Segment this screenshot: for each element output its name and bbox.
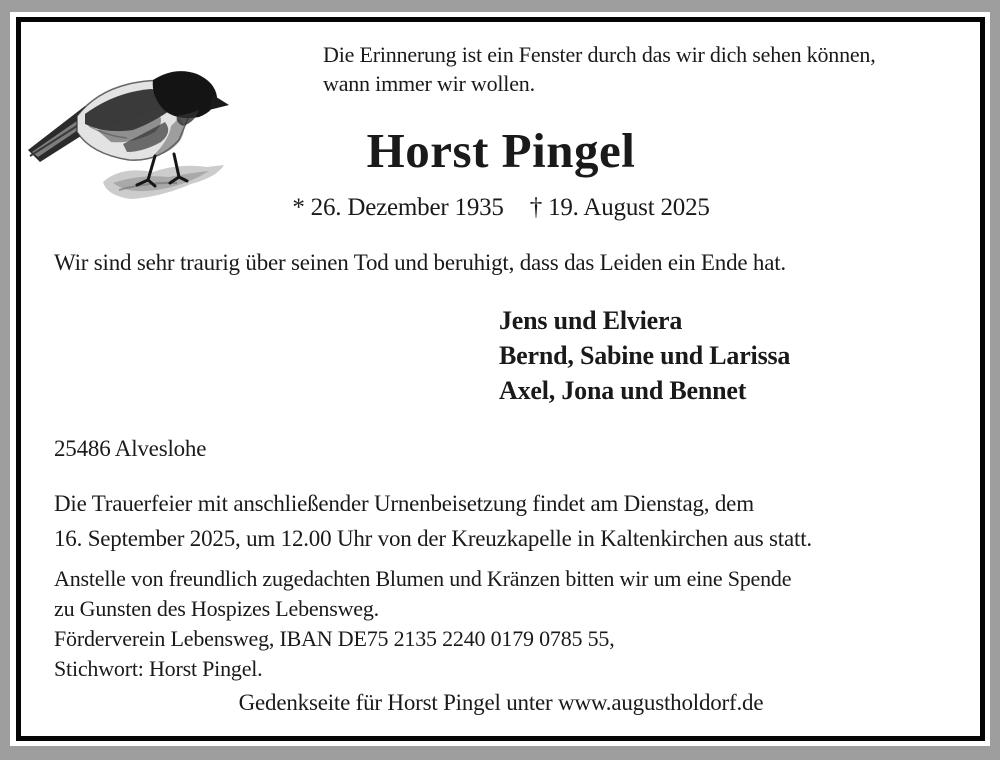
service-info xyxy=(54,486,812,556)
donation-line-2: zu Gunsten des Hospizes Lebensweg. xyxy=(54,596,379,621)
family-line-1: Jens und Elviera xyxy=(499,306,683,335)
epigraph-line-2: wann immer wir wollen. xyxy=(323,71,535,96)
donation-line-1: Anstelle von freundlich zugedachten Blumen und Kränzen bitten wir um eine Spende xyxy=(54,566,792,591)
donation-line-4: Stichwort: Horst Pingel. xyxy=(54,656,263,681)
family-names xyxy=(499,303,790,408)
family-line-3: Axel, Jona und Bennet xyxy=(499,376,747,405)
memorial-page-text: Gedenkseite für Horst Pingel unter www.augustholdorf.de xyxy=(238,690,764,715)
epigraph-line-1: Die Erinnerung ist ein Fenster durch das wir dich sehen können, xyxy=(323,42,876,67)
deceased-name: Horst Pingel xyxy=(366,123,636,178)
family-line-2: Bernd, Sabine und Larissa xyxy=(499,341,791,370)
service-line-2: 16. September 2025, um 12.00 Uhr von der Kreuzkapelle in Kaltenkirchen aus statt. xyxy=(54,526,812,551)
location-text: 25486 Alveslohe xyxy=(54,436,207,461)
life-dates xyxy=(22,194,980,222)
epigraph xyxy=(323,40,983,98)
donation-info xyxy=(54,564,791,684)
birth-date: * 26. Dezember 1935 xyxy=(292,194,504,221)
intro-text: Wir sind sehr traurig über seinen Tod und beruhigt, dass das Leiden ein Ende hat. xyxy=(54,250,786,275)
donation-line-3: Förderverein Lebensweg, IBAN DE75 2135 2240 0179 0785 55, xyxy=(54,626,615,651)
service-line-1: Die Trauerfeier mit anschließender Urnenbeisetzung findet am Dienstag, dem xyxy=(54,491,754,516)
death-date: † 19. August 2025 xyxy=(529,194,710,221)
